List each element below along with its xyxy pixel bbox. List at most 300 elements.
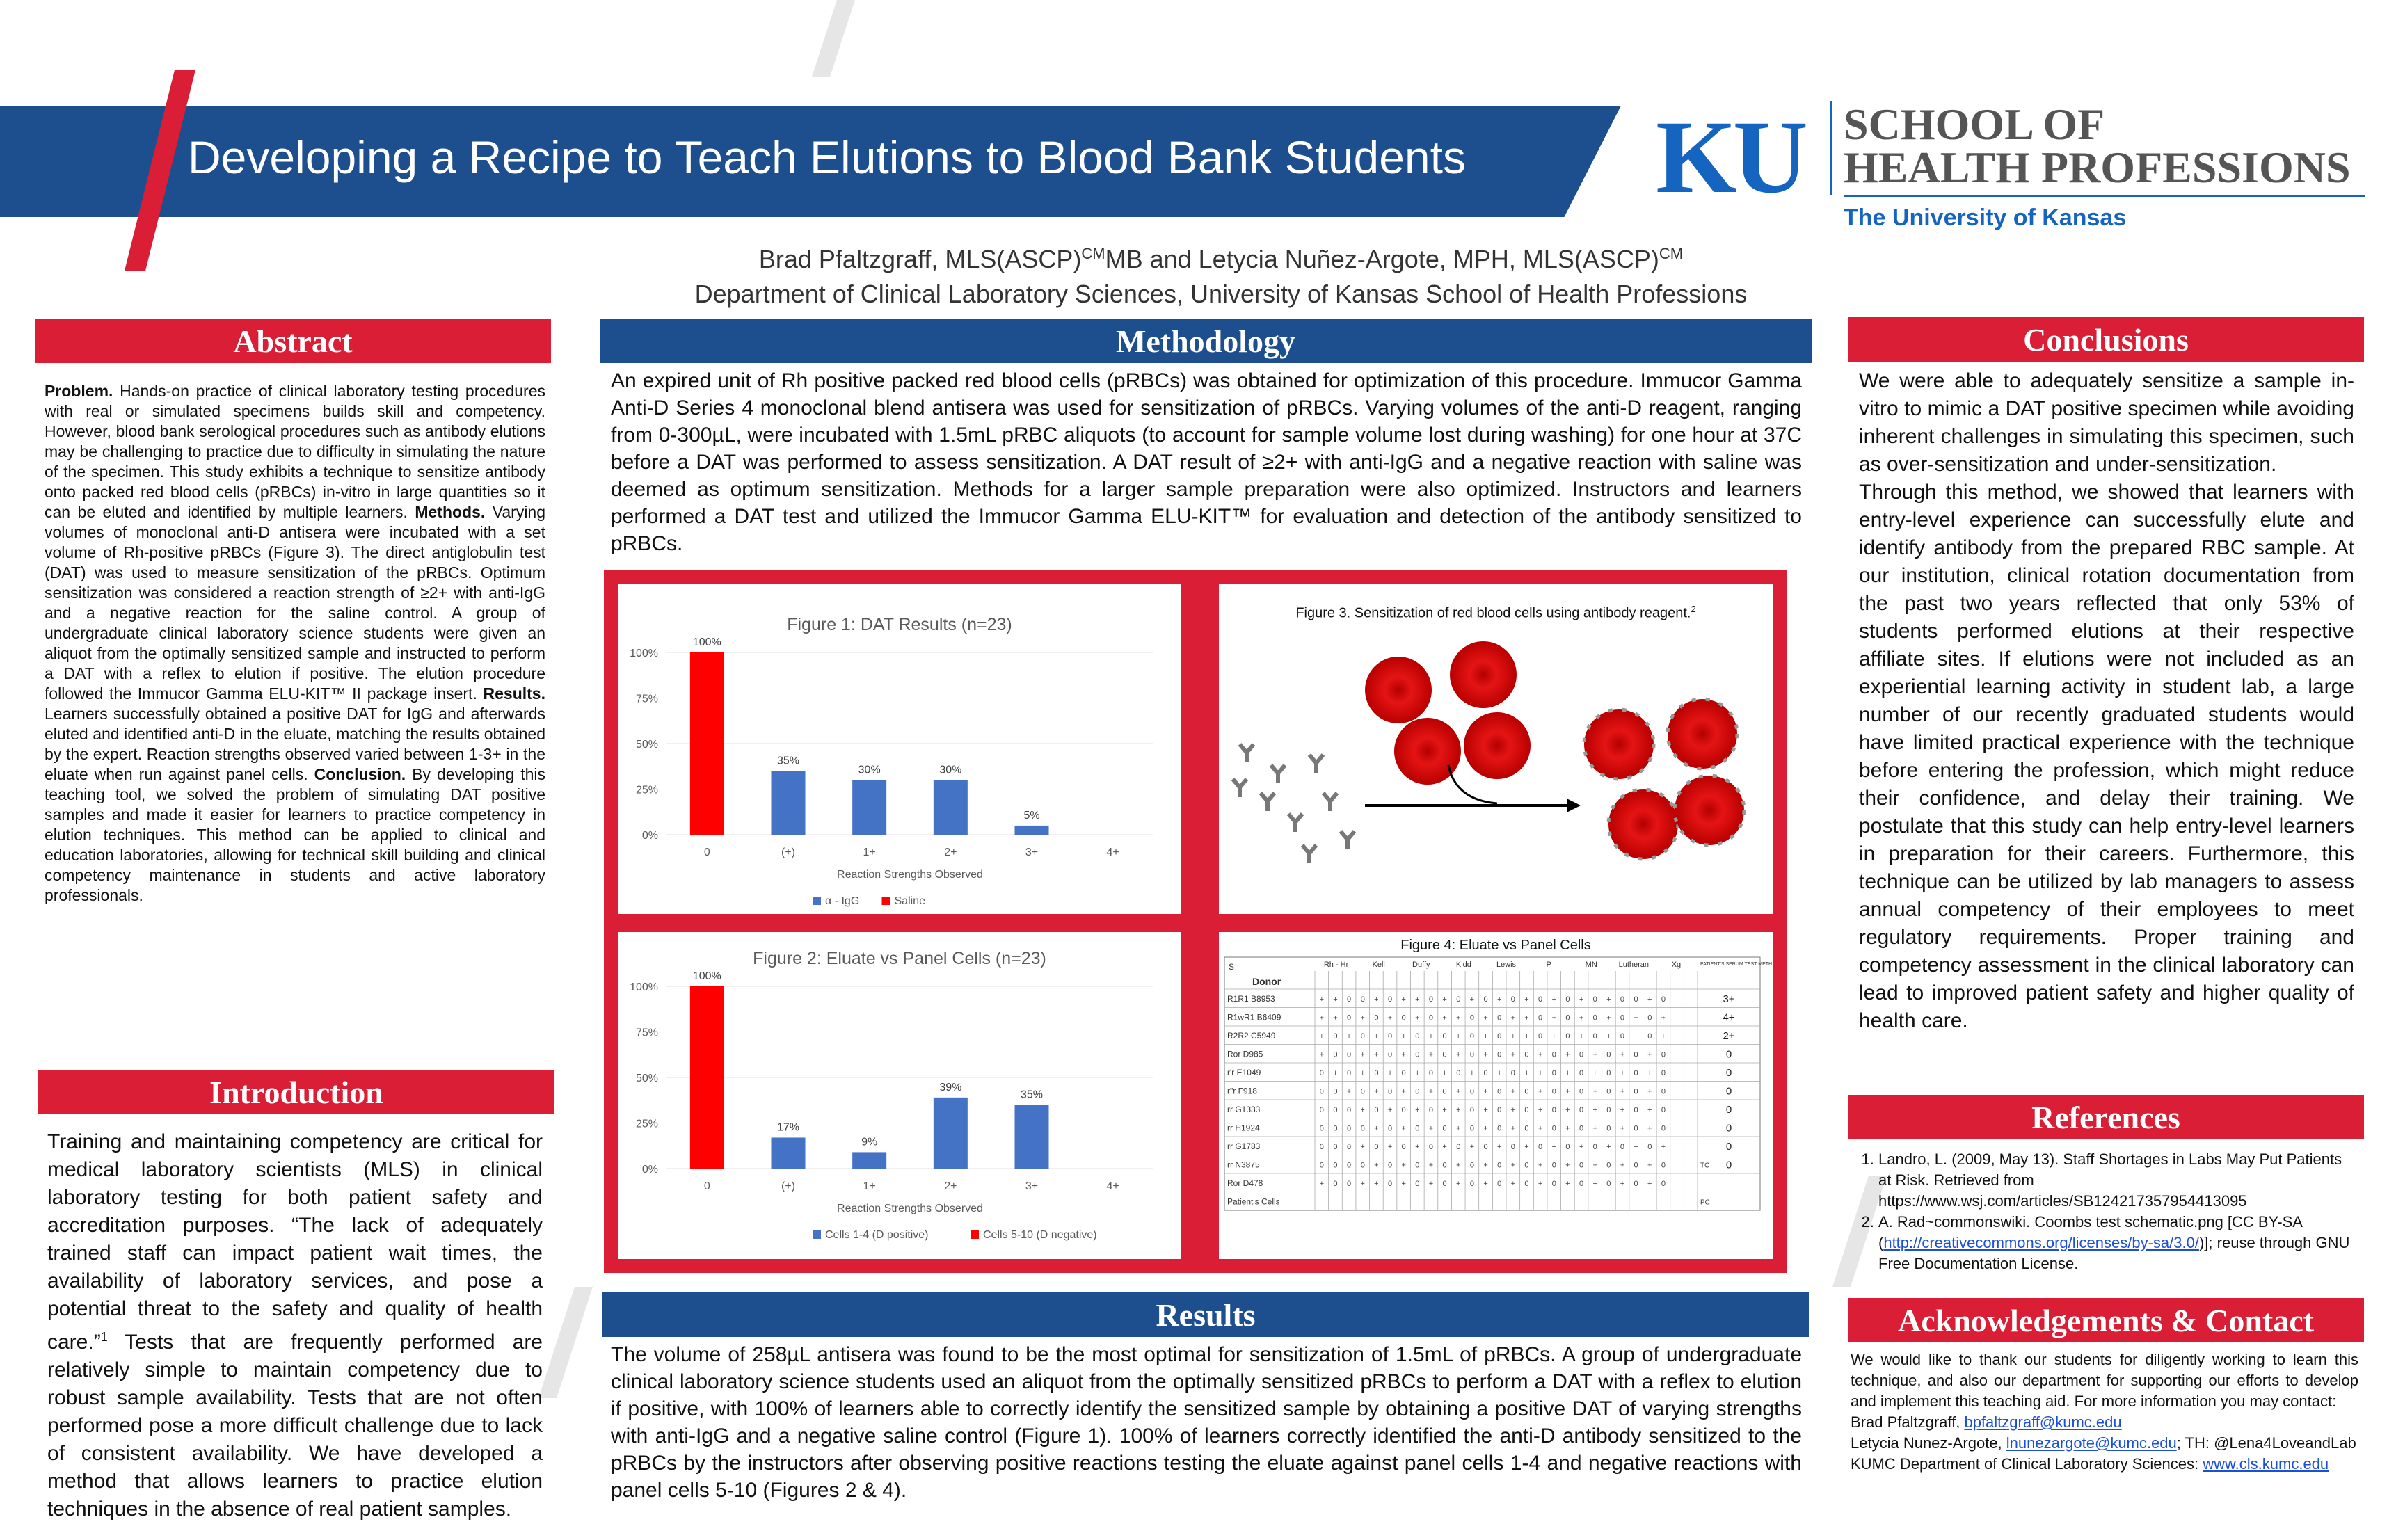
antigen-cell: + [1401, 1161, 1406, 1170]
antigen-cell: + [1415, 1106, 1420, 1114]
contact-1-email[interactable]: bpfaltzgraff@kumc.edu [1964, 1413, 2122, 1431]
antigen-cell: 0 [1415, 1087, 1420, 1096]
antigen-cell: 0 [1483, 995, 1488, 1004]
sensitization-illustration [1219, 584, 1773, 914]
antigen-cell: 0 [1606, 1050, 1611, 1059]
antigen-cell: + [1647, 1069, 1652, 1077]
antigen-cell: 0 [1565, 1013, 1570, 1022]
antigen-cell: + [1319, 1050, 1325, 1059]
antigen-cell: 0 [1647, 1143, 1652, 1151]
antigen-cell: 0 [1456, 1069, 1461, 1077]
x-tick-label: 0 [703, 847, 710, 858]
antigen-cell: + [1647, 1087, 1652, 1096]
antigen-cell: + [1401, 1124, 1406, 1133]
antigen-cell: + [1524, 995, 1529, 1004]
antigen-cell: 0 [1538, 1032, 1543, 1041]
department-website-link[interactable]: www.cls.kumc.edu [2203, 1455, 2329, 1473]
antigen-cell: 0 [1524, 1161, 1529, 1170]
antigen-cell: + [1647, 1050, 1652, 1059]
antigen-group-label: Rh - Hr [1323, 961, 1349, 969]
antigen-cell: 0 [1387, 1050, 1393, 1059]
y-tick-label: 50% [635, 739, 658, 751]
antigen-cell: 0 [1551, 1124, 1556, 1133]
antigen-cell: + [1551, 1143, 1556, 1151]
control-label: PC [1700, 1198, 1710, 1207]
antigen-cell: + [1592, 1124, 1597, 1133]
antigen-cell: 0 [1360, 1161, 1365, 1170]
antigen-cell: + [1415, 1069, 1420, 1077]
antigen-cell: 0 [1333, 1050, 1338, 1059]
antigen-cell: + [1606, 1032, 1611, 1041]
antigen-cell: 0 [1456, 995, 1461, 1004]
license-link[interactable]: http://creativecommons.org/licenses/by-sa/3.0/ [1883, 1234, 2199, 1251]
antigen-cell: + [1565, 1106, 1570, 1114]
antigen-cell: 0 [1661, 1050, 1666, 1059]
antigen-cell: + [1456, 1106, 1461, 1114]
antigen-cell: + [1661, 1143, 1666, 1151]
antigen-cell: + [1387, 1106, 1393, 1114]
antigen-group-label: P [1546, 961, 1551, 969]
antigen-cell: 0 [1510, 995, 1515, 1004]
x-tick-label: 3+ [1025, 1180, 1039, 1192]
abstract-heading: Abstract [35, 319, 551, 363]
introduction-body: Training and maintaining competency are critical for medical laboratory scientists (MLS) in clinical laboratory testing for both patient safety and accreditation purposes. “The lack of adequately trained staff can impact patient wait times, the availability of laboratory services, and pose a potential threat to the safety and quality of health care.”$^1$ Tests that are frequently performed are relatively simple to maintain competency due to robust sample availability. Tests that are not often performed pose a more difficult challenge due to lack of consistent availability. We have developed a method that allows learners to practice elution techniques in the absence of real patient samples. [47, 1130, 543, 1521]
antigen-cell: 0 [1333, 1161, 1338, 1170]
antigen-cell: + [1483, 1050, 1488, 1059]
y-tick-label: 100% [630, 981, 658, 993]
antigen-cell: + [1634, 1032, 1638, 1041]
antigen-cell: + [1510, 1013, 1516, 1022]
antigen-cell: 0 [1347, 1161, 1352, 1170]
antigen-cell: + [1415, 1013, 1420, 1022]
x-tick-label: 2+ [944, 1180, 957, 1192]
antigen-group-label: Kidd [1455, 961, 1471, 969]
abstract-body: Problem. Hands-on practice of clinical laboratory testing procedures with real or simulated specimens builds skill and competency. However, blood bank serological procedures such as antibody elutions may be challenging to practice due to difficulty in simulating the nature of the specimen. This study exhibits a technique to sensitize antibody onto packed red blood cells (pRBCs) in-vitro in large quantities so it can be eluted and identified by multiple learners. Methods. Varying volumes of monoclonal anti-D antisera were incubated with a set volume of Rh-positive pRBCs (Figure 3). The direct antiglobulin test (DAT) was used to measure sensitization of the pRBCs. Optimum sensitization was considered a reaction strength of ≥2+ with anti-IgG and a negative reaction for the saline control. A group of undergraduate clinical laboratory science students were given an aliquot from the optimally sensitized sample and instructed to perform a DAT with a reflex to elution if positive. The elution procedure followed the Immucor Gamma ELU-KIT™ II package insert. Results. Learners successfully obtained a positive DAT for IgG and afterwards eluted and identified anti-D in the eluate, matching the results obtained by the expert. Reaction strengths observed varied between 1-3+ in the eluate when run against panel cells. Conclusion. By developing this teaching tool, we solved the problem of simulating DAT positive samples and made it easier for learners to practice competency in elution techniques. This method can be applied to clinical and education laboratories, allowing for technical skill building and clinical competency maintenance in students and active laboratory professionals. [45, 382, 546, 904]
introduction-heading: Introduction [38, 1070, 554, 1114]
reaction-result: 0 [1725, 1048, 1732, 1061]
reaction-result: 0 [1725, 1159, 1732, 1171]
bar [934, 780, 968, 835]
antigen-cell: + [1387, 1143, 1393, 1151]
antigen-cell: + [1428, 1161, 1434, 1170]
x-tick-label: 2+ [944, 847, 957, 858]
university-name: The University of Kansas [1844, 204, 2127, 231]
antigen-cell: 0 [1333, 1143, 1338, 1151]
antigen-cell: + [1333, 995, 1338, 1004]
antigen-cell: 0 [1374, 1143, 1379, 1151]
antigen-group-label: Xg [1671, 961, 1682, 969]
antigen-cell: + [1319, 1032, 1325, 1041]
figure1-title: Figure 1: DAT Results (n=23) [787, 615, 1012, 634]
antigen-cell: 0 [1620, 1143, 1625, 1151]
antigen-cell: + [1579, 1013, 1584, 1022]
legend-label: Saline [894, 895, 925, 907]
donor-label: r"r F918 [1227, 1086, 1257, 1096]
antigen-cell: 0 [1647, 1032, 1652, 1041]
antigen-cell: + [1374, 995, 1379, 1004]
antigen-cell: + [1469, 995, 1475, 1004]
reference-2: 2. A. Rad~commonswiki. Coombs test schematic.png [CC BY-SA (http://creativecommons.org/licenses/by-sa/3.0/)]; reuse through GNU Free Documentation License. [1878, 1212, 2351, 1274]
donor-label: R1wR1 B6409 [1227, 1012, 1281, 1022]
antigen-cell: 0 [1442, 1087, 1447, 1096]
antigen-cell: + [1579, 1032, 1584, 1041]
antigen-cell: + [1483, 1032, 1488, 1041]
antigen-cell: 0 [1333, 1124, 1338, 1133]
antigen-cell: + [1456, 1180, 1461, 1188]
antigen-cell: + [1319, 995, 1325, 1004]
methodology-body: An expired unit of Rh positive packed red blood cells (pRBCs) was obtained for optimization of this procedure. Immucor Gamma Anti-D Series 4 monoclonal blend antisera was used for sensitization of pRBCs. Varying volumes of the anti-D reagent, ranging from 0-300µL, were incubated with 1.5mL pRBC aliquots (to account for sample volume lost during washing) for one hour at 37C before a DAT was performed to assess sensitization. A DAT result of ≥2+ with anti-IgG and a negative reaction with saline was deemed as optimum sensitization. Methods for a larger sample preparation were also optimized. Instructors and learners performed a DAT test and utilized the Immucor Gamma ELU-KIT™ for evaluation and detection of the antibody sensitized to pRBCs. [611, 369, 1802, 555]
antigen-cell: + [1442, 1106, 1447, 1114]
contact-2-email[interactable]: lnunezargote@kumc.edu [2006, 1434, 2177, 1452]
antigen-cell: 0 [1592, 1032, 1597, 1041]
antigen-cell: + [1483, 1180, 1488, 1188]
antigen-cell: 0 [1469, 1050, 1474, 1059]
antigen-cell: + [1524, 1032, 1529, 1041]
department-line: Department of Clinical Laboratory Sciences, University of Kansas School of Health Professions [694, 280, 1748, 308]
antigen-cell: 0 [1319, 1069, 1324, 1077]
antigen-cell: + [1620, 1087, 1625, 1096]
y-tick-label: 100% [630, 648, 658, 659]
rbc-cells-sensitized [1584, 699, 1744, 859]
y-tick-label: 0% [641, 830, 658, 842]
antigen-cell: + [1661, 1032, 1666, 1041]
antigen-cell: 0 [1387, 1032, 1393, 1041]
x-tick-label: 0 [703, 1180, 710, 1192]
figure2-svg [618, 932, 1181, 1259]
antigen-cell: + [1565, 1050, 1570, 1059]
panel-header-left: S [1229, 962, 1235, 972]
antigen-cell: + [1524, 1069, 1529, 1077]
results-heading: Results [602, 1292, 1809, 1337]
antigen-cell: 0 [1579, 1050, 1584, 1059]
data-label: 30% [939, 764, 962, 776]
antigen-cell: + [1538, 1180, 1543, 1188]
antigen-cell: 0 [1647, 1013, 1652, 1022]
antigen-cell: 0 [1592, 1143, 1597, 1151]
antigen-cell: + [1620, 1050, 1625, 1059]
antigen-cell: + [1360, 1106, 1365, 1114]
antigen-cell: + [1428, 1032, 1434, 1041]
methodology-heading: Methodology [600, 319, 1812, 363]
antigen-cell: + [1538, 1069, 1543, 1077]
antigen-cell: 0 [1538, 995, 1543, 1004]
antigen-cell: 0 [1374, 1013, 1379, 1022]
antigen-cell: 0 [1401, 1013, 1406, 1022]
x-tick-label: 4+ [1106, 1180, 1119, 1192]
references-list [1851, 1149, 2351, 1274]
figure4-table [1219, 932, 1773, 1259]
antigen-group-label: MN [1585, 961, 1597, 969]
antigen-cell: + [1442, 1143, 1447, 1151]
antigen-cell: 0 [1428, 1013, 1434, 1022]
antigen-cell: 0 [1497, 1032, 1502, 1041]
conclusions-heading: Conclusions [1848, 317, 2364, 362]
x-tick-label: (+) [781, 847, 795, 858]
antigen-cell: 0 [1469, 1106, 1474, 1114]
antigen-cell: 0 [1347, 1124, 1352, 1133]
antigen-cell: + [1647, 995, 1652, 1004]
antigen-cell: + [1456, 1013, 1461, 1022]
antigen-cell: + [1374, 1087, 1379, 1096]
control-label: TC [1700, 1162, 1710, 1170]
antigen-cell: 0 [1374, 1106, 1379, 1114]
antigen-cell: + [1415, 995, 1420, 1004]
figure2-title: Figure 2: Eluate vs Panel Cells (n=23) [753, 949, 1046, 968]
antigen-cell: 0 [1360, 995, 1365, 1004]
legend-label: Cells 1-4 (D positive) [825, 1229, 929, 1241]
antigen-cell: + [1469, 1069, 1475, 1077]
antigen-cell: 0 [1524, 1124, 1529, 1133]
reaction-result: 0 [1725, 1122, 1732, 1134]
antigen-cell: 0 [1442, 1050, 1447, 1059]
antigen-cell: 0 [1565, 1143, 1570, 1151]
antigen-cell: + [1442, 995, 1447, 1004]
antigen-cell: 0 [1497, 1013, 1502, 1022]
antigen-cell: 0 [1333, 1032, 1338, 1041]
reaction-result: 3+ [1723, 993, 1735, 1005]
y-tick-label: 25% [635, 1118, 658, 1130]
antigen-cell: 0 [1415, 1180, 1420, 1188]
antigen-cell: 0 [1634, 1050, 1638, 1059]
bar [772, 1137, 806, 1169]
antigen-cell: + [1524, 1143, 1529, 1151]
antigen-cell: 0 [1319, 1124, 1324, 1133]
figure2-chart [618, 932, 1181, 1259]
antigen-cell: 0 [1347, 1050, 1352, 1059]
antigen-cell: + [1374, 1050, 1379, 1059]
antigen-cell: 0 [1347, 1106, 1352, 1114]
bar [1015, 1105, 1049, 1169]
antigen-cell: + [1538, 1106, 1543, 1114]
antigen-cell: + [1374, 1124, 1379, 1133]
data-label: 35% [776, 755, 800, 767]
antigen-cell: + [1551, 995, 1556, 1004]
antigen-cell: + [1592, 1069, 1597, 1077]
antigen-cell: 0 [1592, 995, 1597, 1004]
antigen-cell: + [1565, 1087, 1570, 1096]
figure3-title: Figure 3. Sensitization of red blood cells using antibody reagent.$^2$ [1295, 604, 1696, 621]
x-axis-label: Reaction Strengths Observed [837, 869, 983, 881]
antigen-cell: + [1538, 1050, 1543, 1059]
donor-label: Ror D985 [1227, 1049, 1263, 1059]
antigen-cell: 0 [1319, 1143, 1324, 1151]
antigen-cell: + [1496, 1143, 1502, 1151]
antigen-cell: + [1620, 1106, 1625, 1114]
antigen-cell: 0 [1551, 1161, 1556, 1170]
antigen-cell: 0 [1347, 1180, 1352, 1188]
antigen-cell: + [1456, 1032, 1461, 1041]
antigen-cell: 0 [1401, 1143, 1406, 1151]
antigen-cell: + [1592, 1180, 1597, 1188]
antigen-cell: 0 [1497, 1106, 1502, 1114]
antigen-cell: 0 [1661, 1180, 1666, 1188]
antigen-cell: 0 [1606, 1124, 1611, 1133]
antigen-cell: + [1456, 1124, 1461, 1133]
antigen-cell: 0 [1565, 995, 1570, 1004]
author-block [598, 236, 1844, 312]
bar [852, 780, 886, 835]
antigen-cell: + [1374, 1161, 1379, 1170]
antigen-cell: 0 [1333, 1087, 1338, 1096]
antigen-cell: 0 [1579, 1161, 1584, 1170]
antigen-group-label: Duffy [1412, 961, 1430, 969]
antigen-cell: + [1401, 1087, 1406, 1096]
antigen-cell: 0 [1360, 1124, 1365, 1133]
antigen-cell: + [1456, 1087, 1461, 1096]
figures-panel [604, 570, 1787, 1273]
antigen-cell: 0 [1483, 1143, 1488, 1151]
poster-title: Developing a Recipe to Teach Elutions to Blood Bank Students [188, 131, 1466, 183]
antigen-cell: 0 [1483, 1069, 1488, 1077]
x-tick-label: 3+ [1025, 847, 1039, 858]
figure3-diagram [1219, 584, 1773, 914]
antigen-cell: 0 [1606, 1106, 1611, 1114]
antigen-cell: 0 [1469, 1087, 1474, 1096]
figure4-title: Figure 4: Eluate vs Panel Cells [1400, 938, 1591, 953]
x-tick-label: 4+ [1106, 847, 1119, 858]
antigen-cell: 0 [1634, 1180, 1638, 1188]
data-label: 30% [858, 764, 881, 776]
school-name: SCHOOL OF HEALTH PROFESSIONS [1844, 99, 2351, 192]
antigen-cell: + [1620, 1180, 1625, 1188]
antigen-cell: + [1401, 1180, 1406, 1188]
y-tick-label: 75% [635, 1027, 658, 1039]
antigen-cell: 0 [1551, 1087, 1556, 1096]
antigen-cell: + [1510, 1124, 1516, 1133]
donor-label: rr H1924 [1227, 1123, 1260, 1133]
antigen-cell: + [1442, 1013, 1447, 1022]
antigen-cell: + [1510, 1087, 1516, 1096]
antigen-cell: 0 [1551, 1106, 1556, 1114]
antigen-cell: 0 [1442, 1124, 1447, 1133]
antigen-cell: 0 [1551, 1069, 1556, 1077]
legend-label: α - IgG [825, 895, 860, 907]
legend-swatch [882, 897, 890, 905]
antigen-cell: 0 [1497, 1087, 1502, 1096]
antigen-cell: + [1415, 1143, 1420, 1151]
antigen-cell: 0 [1347, 1069, 1352, 1077]
antigen-cell: 0 [1428, 995, 1434, 1004]
antigen-cell: 0 [1579, 1180, 1584, 1188]
antigen-cell: + [1428, 1050, 1434, 1059]
antigen-cell: + [1360, 1013, 1365, 1022]
antigen-cell: + [1360, 1069, 1365, 1077]
antigen-cell: 0 [1524, 1050, 1529, 1059]
antigen-cell: 0 [1333, 1180, 1338, 1188]
antigen-cell: + [1346, 1032, 1352, 1041]
antigen-cell: 0 [1661, 1106, 1666, 1114]
antigen-cell: + [1496, 1069, 1502, 1077]
author-names: Brad Pfaltzgraff, MLS(ASCP)$^{CM}$MB and Letycia Nuñez-Argote, MPH, MLS(ASCP)$^{CM}$ [758, 245, 1684, 273]
antigen-cell: 0 [1497, 1050, 1502, 1059]
antigen-cell: 0 [1579, 1106, 1584, 1114]
antigen-cell: + [1565, 1180, 1570, 1188]
legend-swatch [971, 1230, 979, 1239]
antigen-cell: + [1538, 1161, 1543, 1170]
y-tick-label: 75% [635, 693, 658, 705]
antigen-cell: 0 [1469, 1180, 1474, 1188]
decor-slash-gray-bottom [538, 1287, 593, 1398]
x-tick-label: 1+ [863, 847, 876, 858]
antigen-cell: 0 [1606, 1161, 1611, 1170]
antigen-cell: 0 [1415, 1161, 1420, 1170]
antigen-cell: 0 [1634, 1124, 1638, 1133]
antigen-cell: 0 [1442, 1180, 1447, 1188]
data-label: 100% [692, 970, 721, 982]
antigen-cell: + [1483, 1087, 1488, 1096]
antigen-cell: 0 [1510, 1143, 1515, 1151]
antigen-cell: 0 [1606, 1087, 1611, 1096]
donor-label: R1R1 B8953 [1227, 994, 1275, 1004]
antigen-cell: 0 [1634, 1087, 1638, 1096]
antigen-cell: 0 [1661, 1087, 1666, 1096]
antigen-cell: + [1647, 1106, 1652, 1114]
antigen-cell: 0 [1634, 1069, 1638, 1077]
contact-3: KUMC Department of Clinical Laboratory Sciences: www.cls.kumc.edu [1851, 1455, 2329, 1473]
y-tick-label: 25% [635, 784, 658, 796]
decor-slash-gray-top [812, 0, 855, 77]
donor-label: rr N3875 [1227, 1160, 1260, 1170]
antigen-cell: 0 [1524, 1106, 1529, 1114]
antigen-cell: + [1620, 1161, 1625, 1170]
antigen-cell: + [1592, 1050, 1597, 1059]
antigen-cell: + [1456, 1050, 1461, 1059]
antigen-cell: + [1565, 1069, 1570, 1077]
antigen-cell: 0 [1387, 995, 1393, 1004]
antigen-cell: + [1319, 1180, 1325, 1188]
antigen-cell: 0 [1634, 1106, 1638, 1114]
antigen-cell: + [1483, 1161, 1488, 1170]
data-label: 17% [776, 1121, 800, 1134]
antigen-cell: 0 [1347, 1143, 1352, 1151]
antigen-cell: + [1456, 1161, 1461, 1170]
antigen-cell: + [1483, 1124, 1488, 1133]
serum-test-label: PATIENT'S SERUM TEST METH [1700, 962, 1773, 967]
data-label: 100% [692, 636, 721, 648]
antigen-cell: + [1333, 1013, 1338, 1022]
antigen-cell: 0 [1661, 995, 1666, 1004]
antigen-cell: + [1401, 995, 1406, 1004]
antigen-cell: 0 [1661, 1124, 1666, 1133]
antigen-cell: 0 [1428, 1069, 1434, 1077]
data-label: 39% [939, 1081, 962, 1093]
antigen-cell: + [1620, 1069, 1625, 1077]
antigen-cell: 0 [1538, 1143, 1543, 1151]
antigen-cell: 0 [1442, 1161, 1447, 1170]
donor-label: Patient's Cells [1227, 1196, 1280, 1207]
antigen-cell: 0 [1579, 1124, 1584, 1133]
antigen-cell: + [1579, 995, 1584, 1004]
antigen-cell: 0 [1319, 1087, 1324, 1096]
antigen-cell: + [1401, 1032, 1406, 1041]
antigen-cell: 0 [1661, 1069, 1666, 1077]
antigen-cell: + [1592, 1161, 1597, 1170]
legend-label: Cells 5-10 (D negative) [983, 1229, 1097, 1241]
antigen-cell: 0 [1469, 1124, 1474, 1133]
reaction-result: 2+ [1723, 1030, 1735, 1042]
antigram-grid [1224, 957, 1788, 1207]
antigen-cell: + [1333, 1069, 1338, 1077]
antigen-cell: + [1579, 1143, 1584, 1151]
antigen-cell: + [1428, 1124, 1434, 1133]
antigen-cell: + [1661, 1013, 1666, 1022]
antigen-cell: + [1483, 1013, 1488, 1022]
antigen-cell: 0 [1347, 1013, 1352, 1022]
logo-divider [1830, 101, 1832, 195]
x-axis-label: Reaction Strengths Observed [837, 1203, 983, 1214]
antigen-cell: 0 [1497, 1180, 1502, 1188]
antigen-cell: 0 [1401, 1106, 1406, 1114]
